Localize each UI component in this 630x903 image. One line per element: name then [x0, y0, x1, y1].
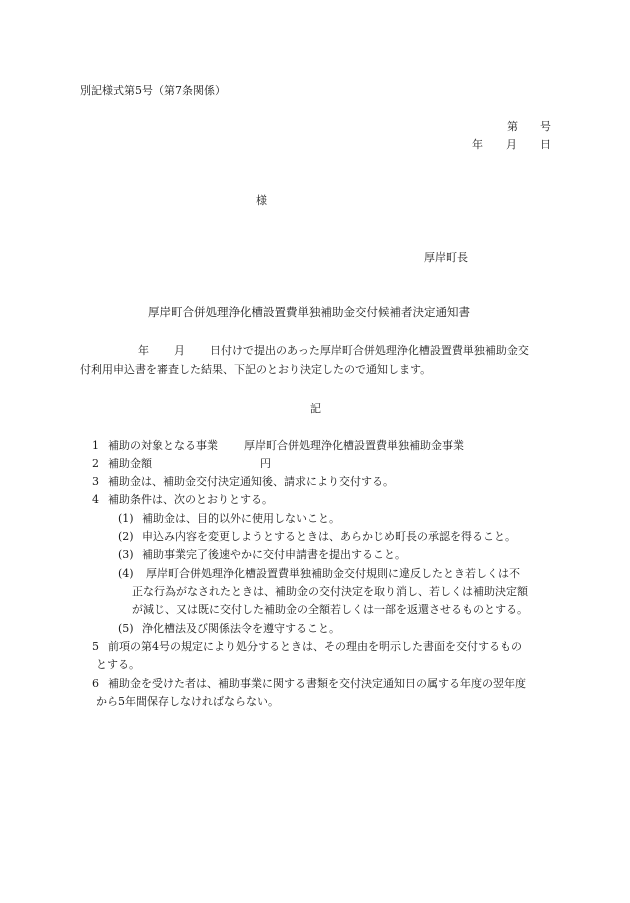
item-5-line1: 前項の第4号の規定により処分するときは、その理由を明示した書面を交付するもの — [108, 640, 522, 653]
ki-heading: 記 — [310, 402, 321, 415]
item-2-unit: 円 — [260, 457, 271, 470]
item-5-line2: とする。 — [96, 658, 140, 671]
item-1-value: 厚岸町合併処理浄化槽設置費単独補助金事業 — [244, 439, 464, 452]
sub-4-line2: 正な行為がなされたときは、補助金の交付決定を取り消し、若しくは補助決定額 — [132, 585, 528, 598]
sub-4-line1: 厚岸町合併処理浄化槽設置費単独補助金交付規則に違反したとき若しくは不 — [146, 567, 520, 580]
item-6-number: 6 — [92, 677, 99, 690]
date-month: 月 — [506, 138, 517, 151]
number-dai: 第 — [507, 120, 518, 133]
item-5-number: 5 — [92, 640, 99, 653]
sub-1-text: 補助金は、目的以外に使用しないこと。 — [142, 512, 340, 525]
sub-3-text: 補助事業完了後速やかに交付申請書を提出すること。 — [142, 548, 406, 561]
addressee-suffix: 様 — [256, 194, 267, 207]
date-day: 日 — [540, 138, 551, 151]
item-4-text: 補助条件は、次のとおりとする。 — [108, 493, 273, 506]
sub-5-text: 浄化槽法及び関係法令を遵守すること。 — [142, 622, 340, 635]
intro-year: 年 — [138, 344, 149, 357]
intro-month: 月 — [174, 344, 185, 357]
issuer: 厚岸町長 — [424, 251, 468, 264]
item-3-number: 3 — [92, 475, 99, 488]
item-2-label: 補助金額 — [108, 457, 152, 470]
item-1-label: 補助の対象となる事業 — [108, 439, 218, 452]
number-go: 号 — [540, 120, 551, 133]
item-4-number: 4 — [92, 493, 99, 506]
sub-4-number: (4) — [118, 567, 134, 580]
sub-4-line3: が減じ、又は既に交付した補助金の全額若しくは一部を返還させるものとする。 — [132, 603, 528, 616]
sub-3-number: (3) — [118, 548, 134, 561]
item-6-line2: から5年間保存しなければならない。 — [96, 695, 279, 708]
intro-line1: 日付けで提出のあった厚岸町合併処理浄化槽設置費単独補助金交 — [210, 344, 529, 357]
sub-1-number: (1) — [118, 512, 134, 525]
item-2-number: 2 — [92, 457, 99, 470]
item-6-line1: 補助金を受けた者は、補助事業に関する書類を交付決定通知日の属する年度の翌年度 — [108, 677, 526, 690]
date-year: 年 — [472, 138, 483, 151]
item-1-number: 1 — [92, 439, 99, 452]
sub-2-text: 申込み内容を変更しようとするときは、あらかじめ町長の承認を得ること。 — [142, 530, 516, 543]
document-title: 厚岸町合併処理浄化槽設置費単独補助金交付候補者決定通知書 — [148, 305, 470, 319]
intro-line2: 付利用申込書を審査した結果、下記のとおり決定したので通知します。 — [80, 363, 432, 376]
form-label: 別記様式第5号（第7条関係） — [80, 84, 226, 97]
sub-2-number: (2) — [118, 530, 134, 543]
item-3-text: 補助金は、補助金交付決定通知後、請求により交付する。 — [108, 475, 394, 488]
sub-5-number: (5) — [118, 622, 134, 635]
